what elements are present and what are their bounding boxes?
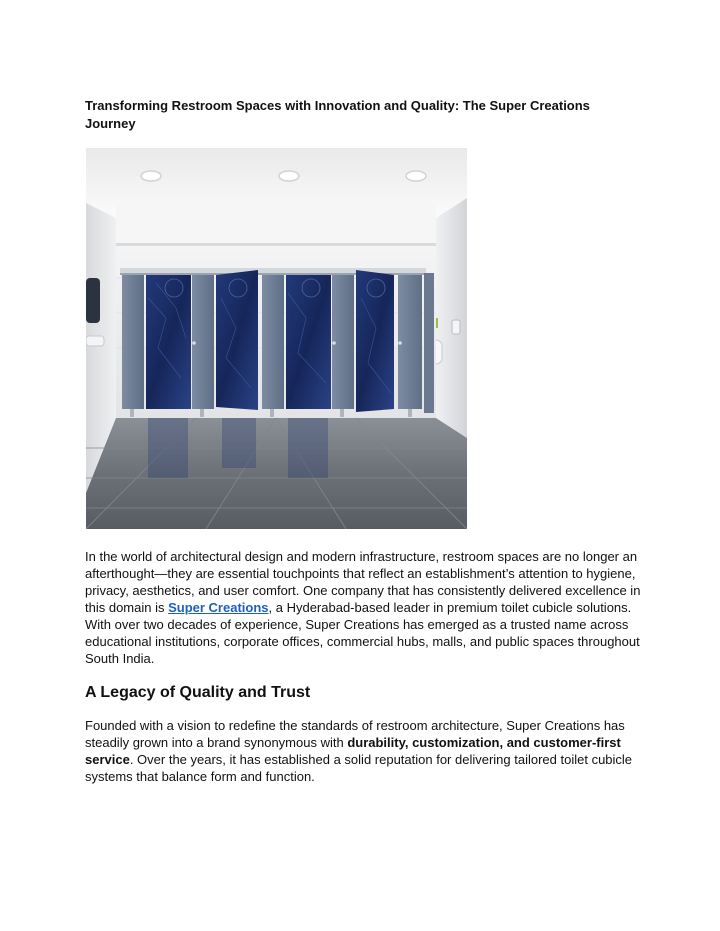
super-creations-link[interactable]: Super Creations — [168, 600, 269, 615]
section-heading: A Legacy of Quality and Trust — [85, 684, 311, 701]
intro-text-start: In the world of architectural design and modern infrastructure, restroom spaces are no longer an afterthought—they are essential touchpoints that reflect an establishment’s attention to hygiene, privacy, aesthetics, and user comfort. One company that has consistently delivered excellence in this domain is — [85, 549, 641, 615]
intro-text-end: , a Hyderabad-based leader in premium toilet cubicle solutions. With over two decades of experience, Super Creations has emerged as a trusted name across educational institutions, corporate offices, commercial hubs, malls, and public spaces throughout South India. — [85, 600, 640, 666]
legacy-text-start: Founded with a vision to redefine the standards of restroom architecture, Super Creations has steadily grown into a brand synonymous with — [85, 718, 625, 750]
restroom-cubicles-photo — [86, 148, 467, 529]
intro-paragraph — [85, 548, 645, 667]
legacy-bold-text: durability, customization, and customer-first service — [85, 735, 621, 767]
legacy-text-end: . Over the years, it has established a solid reputation for delivering tailored toilet cubicle systems that balance form and function. — [85, 752, 633, 784]
page-title: Transforming Restroom Spaces with Innovation and Quality: The Super Creations Journey — [85, 98, 590, 131]
legacy-paragraph — [85, 717, 645, 785]
